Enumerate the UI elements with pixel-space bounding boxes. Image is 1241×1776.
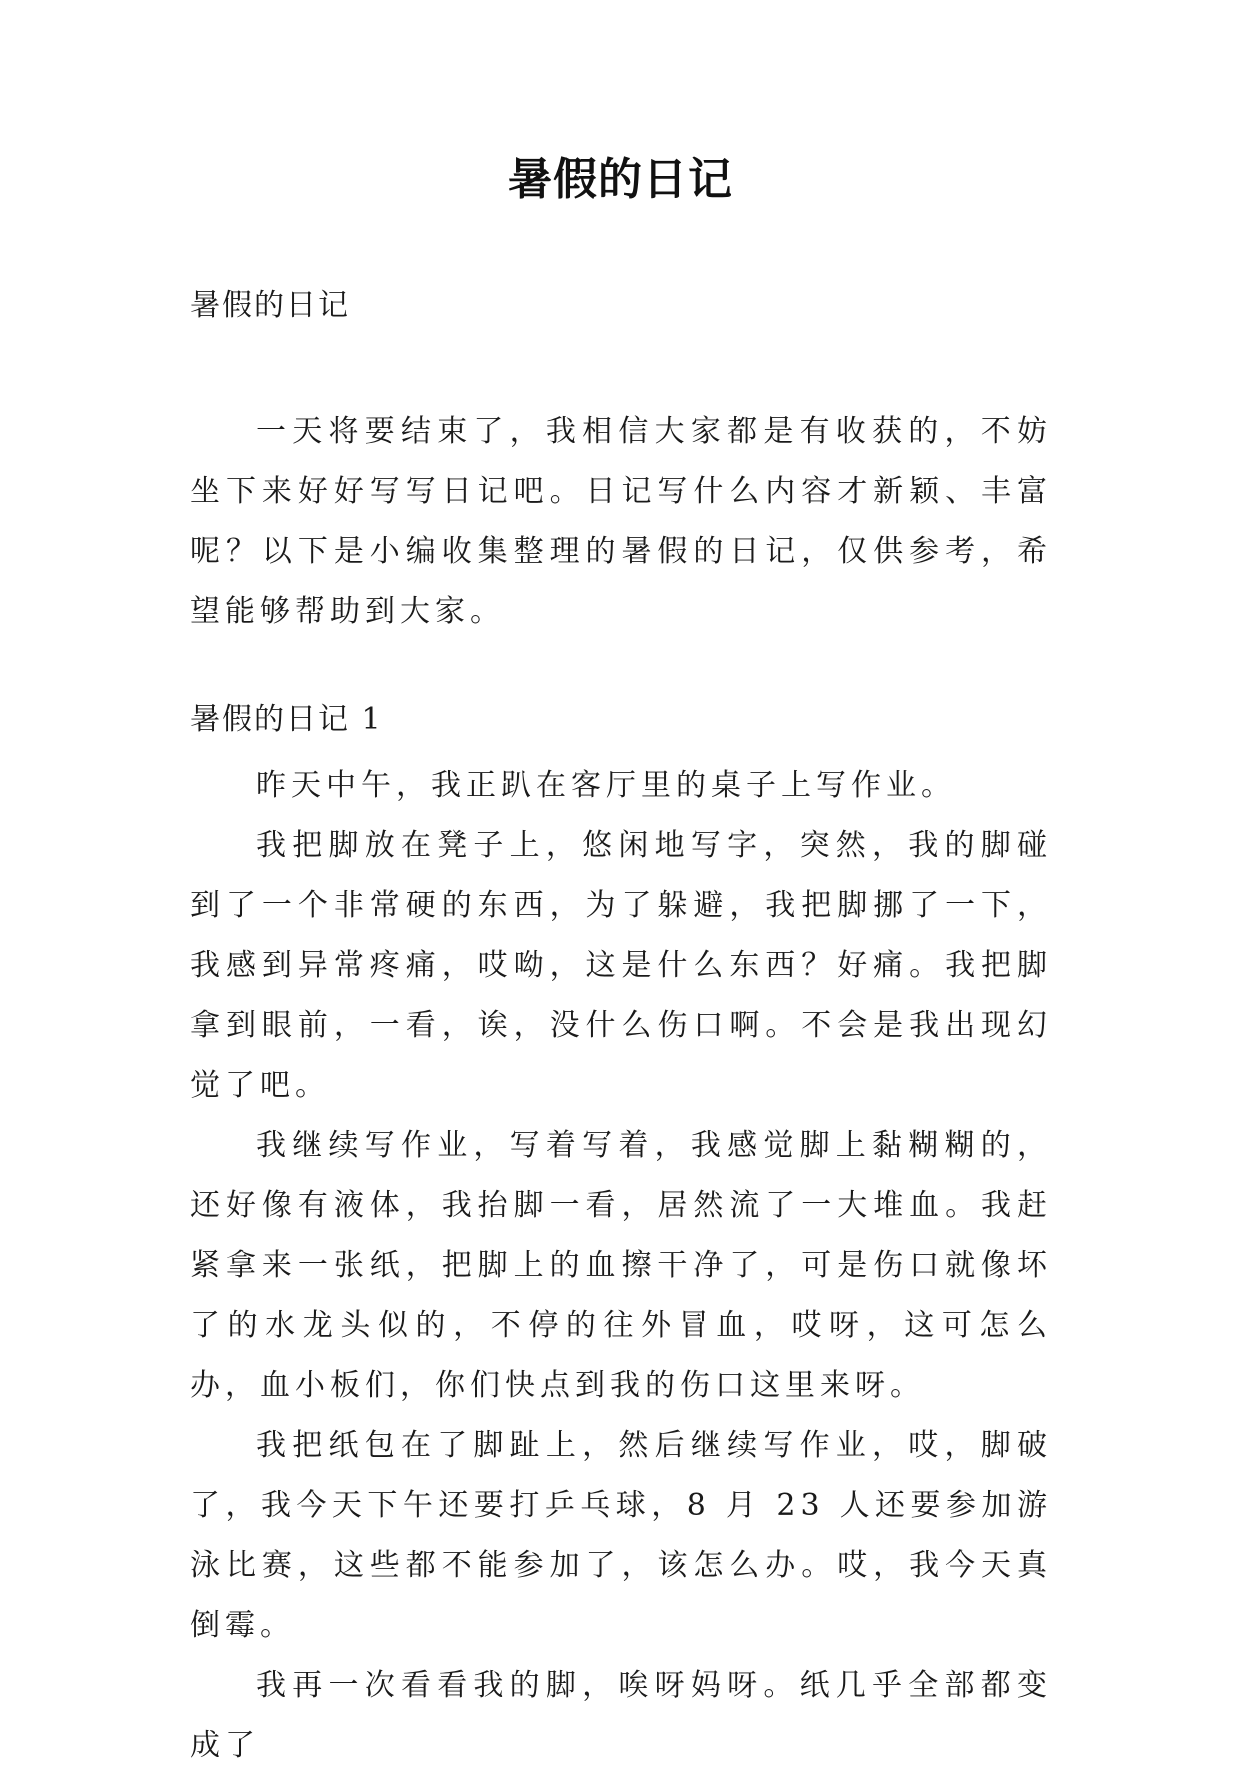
section-heading: 暑假的日记 1	[190, 702, 383, 737]
document-body	[190, 288, 1052, 1776]
body-paragraph: 我继续写作业，写着写着，我感觉脚上黏糊糊的，还好像有液体，我抬脚一看，居然流了一大堆血。我赶紧拿来一张纸，把脚上的血擦干净了，可是伤口就像坏了的水龙头似的，不停的往外冒血，哎呀，这可怎么办，血小板们，你们快点到我的伤口这里来呀。	[190, 1128, 1052, 1403]
body-paragraph: 昨天中午，我正趴在客厅里的桌子上写作业。	[256, 768, 956, 803]
document-subtitle: 暑假的日记	[190, 288, 350, 323]
body-paragraph: 我把脚放在凳子上，悠闲地写字，突然，我的脚碰到了一个非常硬的东西，为了躲避，我把脚挪了一下，我感到异常疼痛，哎呦，这是什么东西？好痛。我把脚拿到眼前，一看，诶，没什么伤口啊。不会是我出现幻觉了吧。	[190, 828, 1052, 1103]
intro-paragraph: 一天将要结束了，我相信大家都是有收获的，不妨坐下来好好写写日记吧。日记写什么内容才新颖、丰富呢？以下是小编收集整理的暑假的日记，仅供参考，希望能够帮助到大家。	[190, 414, 1052, 629]
document-title: 暑假的日记	[508, 154, 733, 205]
body-paragraph: 我把纸包在了脚趾上，然后继续写作业，哎，脚破了，我今天下午还要打乒乓球，8 月 23 人还要参加游泳比赛，这些都不能参加了，该怎么办。哎，我今天真倒霉。	[190, 1428, 1052, 1643]
body-paragraph: 我再一次看看我的脚，唉呀妈呀。纸几乎全部都变成了	[190, 1668, 1052, 1763]
